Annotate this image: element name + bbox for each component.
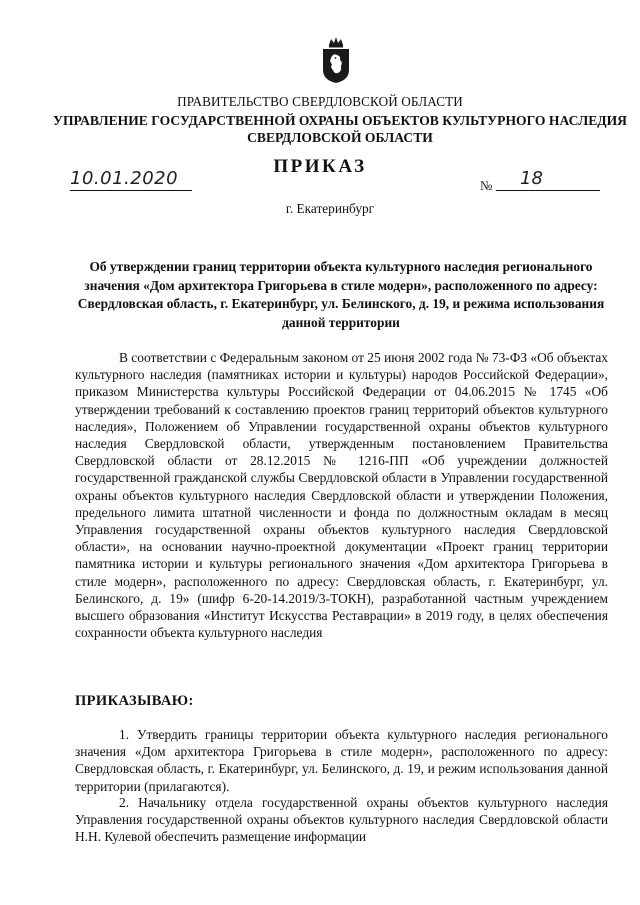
order-number: 18 [520,168,543,189]
department-name: УПРАВЛЕНИЕ ГОСУДАРСТВЕННОЙ ОХРАНЫ ОБЪЕКТОВ КУЛЬТУРНОГО НАСЛЕДИЯ СВЕРДЛОВСКОЙ ОБЛАСТИ [52,113,628,145]
order-directive: ПРИКАЗЫВАЮ: [75,693,194,709]
document-type: ПРИКАЗ [273,156,367,177]
order-title: Об утверждении границ территории объекта культурного наследия регионального значения «Дом архитектора Григорьева в стиле модерн», расположенного по адресу: Свердловская область, г. Екатеринбург, ул. Белинского, д. 19, и режима использования данной территории [77,259,605,330]
order-item-2: 2. Начальнику отдела государственной охраны объектов культурного наследия Управления государственной охраны объектов культурного наследия Свердловской области Н.Н. Кулевой обеспечить размещение информации [75,795,608,845]
order-item-1: 1. Утвердить границы территории объекта культурного наследия регионального значения «Дом архитектора Григорьева в стиле модерн», расположенного по адресу: Свердловская область, г. Екатеринбург, ул. Белинского, д. 19, и режим использования данной территории (прилагаются). [75,727,608,794]
coat-of-arms-icon [321,36,351,84]
preamble-paragraph: В соответствии с Федеральным законом от 25 июня 2002 года № 73-ФЗ «Об объектах культурного наследия (памятниках истории и культуры) народов Российской Федерации», приказом Министерства культуры Российской Федерации от 04.06.2015 № 1745 «Об утверждении требований к составлению проектов границ территорий объектов культурного наследия», Положением об Управлении государственной охраны объектов культурного наследия Свердловской области, утвержденным постановлением Правительства Свердловской области от 28.12.2015 № 1216-ПП «Об учреждении должностей государственной гражданской службы Свердловской области в Управлении государственной охраны объектов культурного наследия Свердловской области и утверждении Положения, предельного лимита штатной численности и фонда по должностным окладам в месяц Управления государственной охраны объектов культурного наследия Свердловской области», на основании научно-проектной документации «Проект границ территории памятника истории и культуры регионального значения «Дом архитектора Григорьева в стиле модерн», расположенного по адресу: Свердловская область, г. Екатеринбург, ул. Белинского, д. 19» (шифр 6-20-14.2019/3-ТОКН), разработанной частным учреждением высшего образования «Институт Искусства Реставрации» в 2019 году, в целях обеспечения сохранности объекта культурного наследия [75,350,608,641]
city: г. Екатеринбург [285,201,375,216]
order-date: 10.01.2020 [70,168,179,189]
date-underline [70,190,192,191]
government-name: ПРАВИТЕЛЬСТВО СВЕРДЛОВСКОЙ ОБЛАСТИ [177,94,463,109]
number-label: № [480,178,493,193]
number-underline [496,190,600,191]
